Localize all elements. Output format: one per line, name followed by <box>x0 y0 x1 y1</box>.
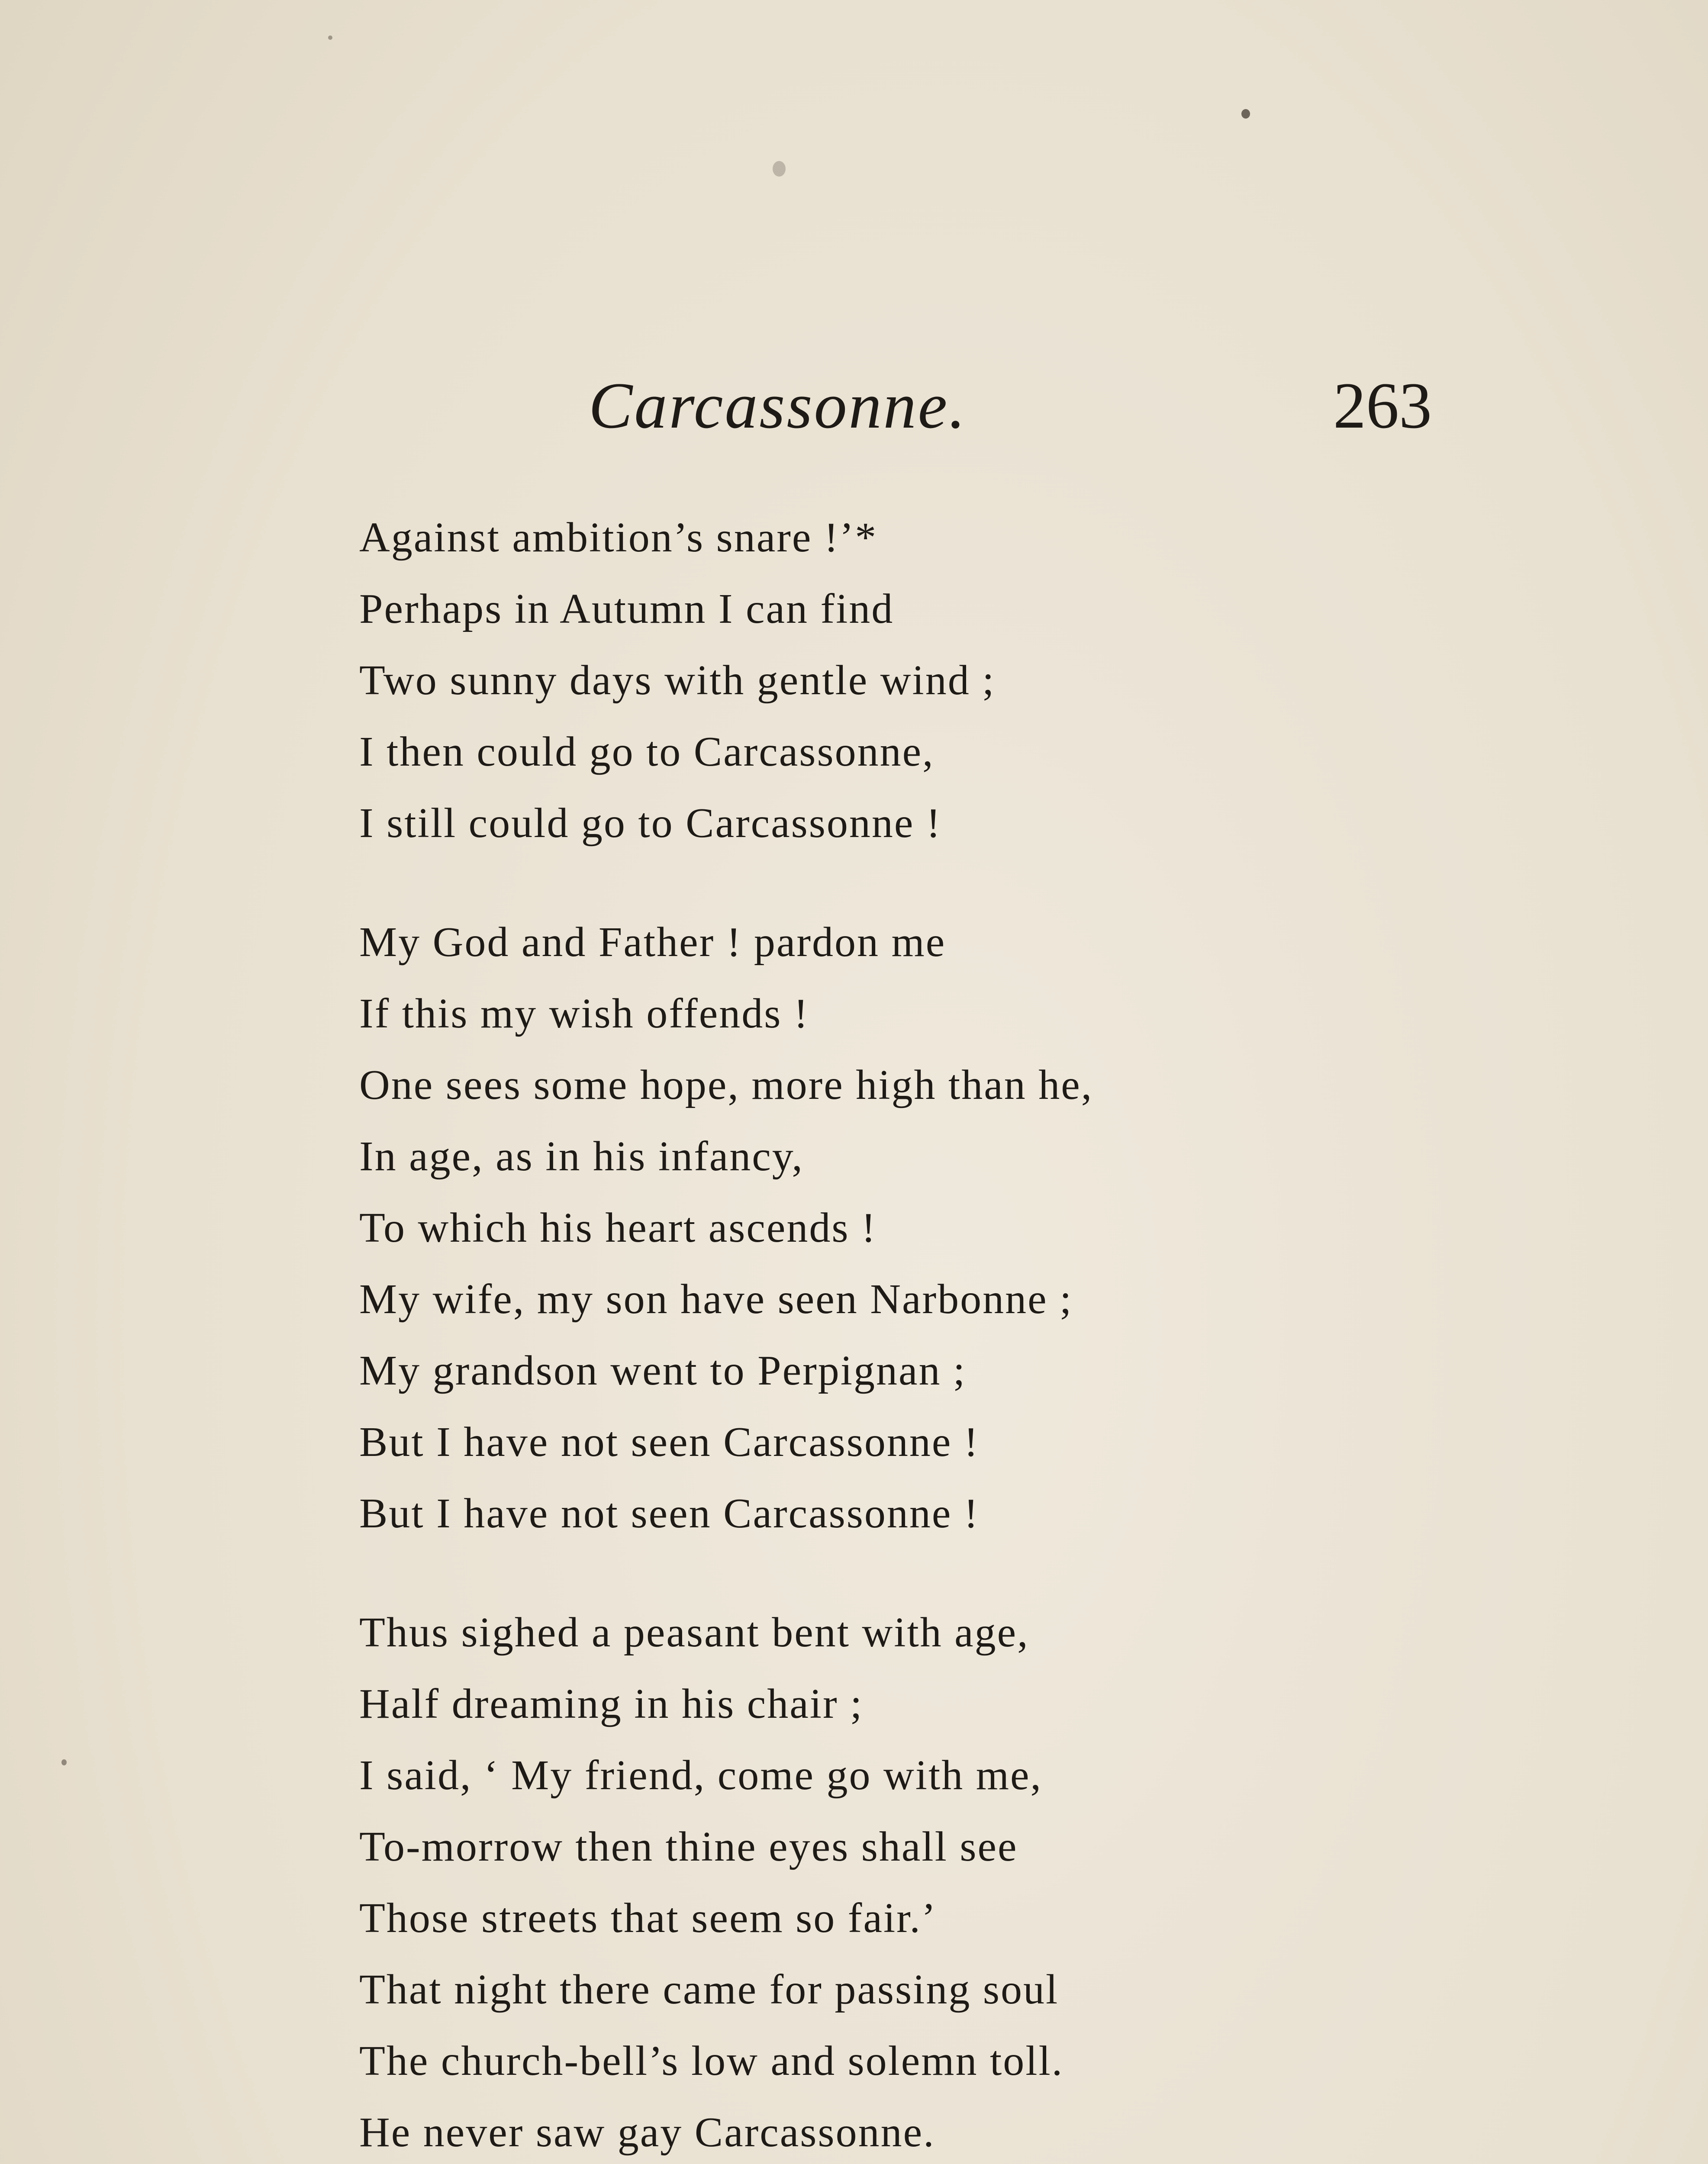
verse-line: In age, as in his infancy, <box>359 1133 804 1180</box>
verse-line: He never saw gay Carcassonne. <box>359 2109 935 2156</box>
verse-line: But I have not seen Carcassonne ! <box>359 1490 980 1537</box>
stanza-3 <box>359 1597 1658 2164</box>
verse-line: Against ambition’s snare !’* <box>359 514 878 561</box>
verse-line: One sees some hope, more high than he, <box>359 1062 1093 1108</box>
verse-line: I still could go to Carcassonne ! <box>359 800 942 847</box>
verse-line: My grandson went to Perpignan ; <box>359 1347 967 1394</box>
verse-line: If this my wish offends ! <box>359 990 809 1037</box>
stanza-1 <box>359 502 1658 859</box>
verse-line: Half dreaming in his chair ; <box>359 1681 864 1727</box>
verse-line: My God and Father ! pardon me <box>359 919 946 966</box>
verse-line: I then could go to Carcassonne, <box>359 728 935 775</box>
verse-line: The church-bell’s low and solemn toll. <box>359 2038 1064 2084</box>
stanza-2 <box>359 907 1658 1549</box>
verse-line: To which his heart ascends ! <box>359 1204 877 1251</box>
paper-speck <box>61 1759 67 1765</box>
paper-speck <box>328 35 332 40</box>
running-head <box>0 368 1708 454</box>
verse-line: My wife, my son have seen Narbonne ; <box>359 1276 1073 1323</box>
verse-line: But I have not seen Carcassonne ! <box>359 1419 980 1465</box>
running-title: Carcassonne. <box>589 369 967 442</box>
paper-speck <box>773 161 786 177</box>
verse-line: Two sunny days with gentle wind ; <box>359 657 996 704</box>
page-number: 263 <box>1333 369 1432 442</box>
verse-line: That night there came for passing soul <box>359 1966 1059 2013</box>
paper-speck <box>1241 109 1250 119</box>
verse-line: Thus sighed a peasant bent with age, <box>359 1609 1029 1656</box>
verse-line: I said, ‘ My friend, come go with me, <box>359 1752 1042 1799</box>
verse-line: To-morrow then thine eyes shall see <box>359 1823 1018 1870</box>
verse-line: Perhaps in Autumn I can find <box>359 586 894 632</box>
verse-line: Those streets that seem so fair.’ <box>359 1895 937 1942</box>
